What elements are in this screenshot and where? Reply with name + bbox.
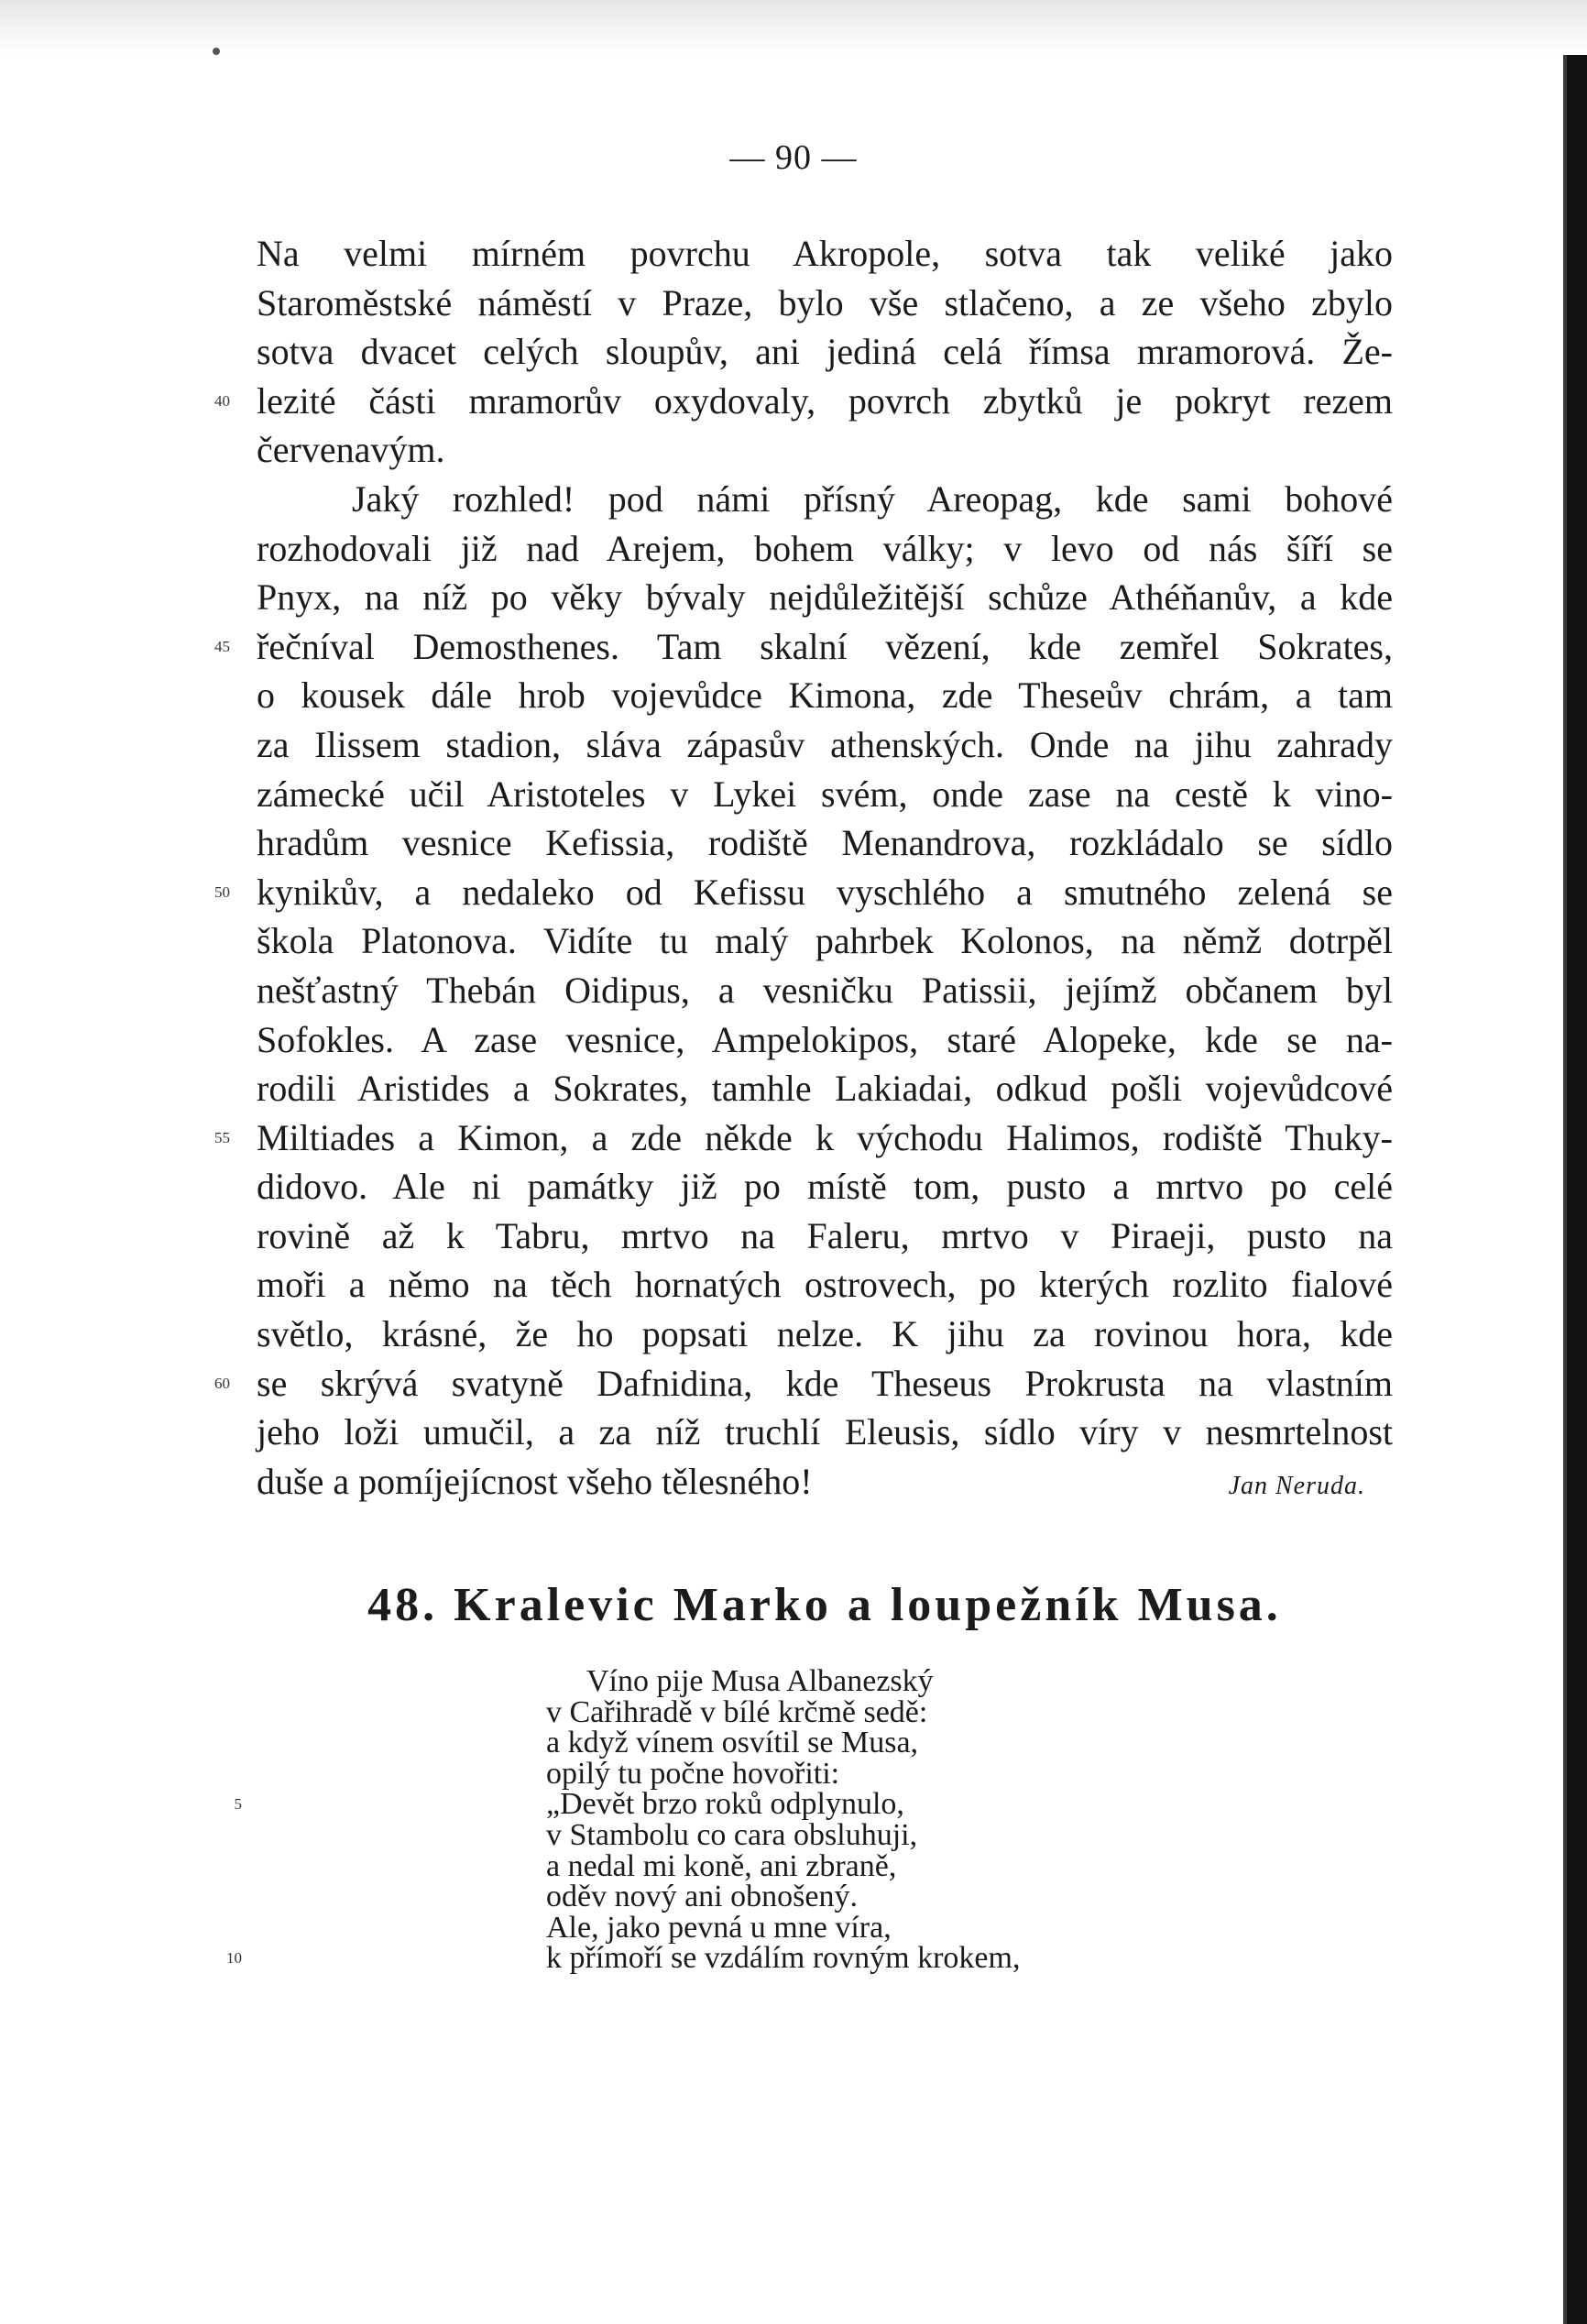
verse-line: Víno pije Musa Albanezský xyxy=(586,1664,934,1698)
verse-line: opilý tu počne hovořiti: xyxy=(546,1756,840,1791)
text-line-content: lezité části mramorův oxydovaly, povrch zbytků je pokryt rezem xyxy=(257,379,1393,422)
text-line-content: Miltiades a Kimon, a zde někde k východu Halimos, rodiště Thuky- xyxy=(257,1116,1393,1158)
text-line xyxy=(214,622,1393,672)
verse-line: v Cařihradě v bílé krčmě sedě: xyxy=(546,1694,928,1729)
text-line: červenavým. xyxy=(257,429,445,471)
text-line: jeho loži umučil, a za níž truchlí Eleusis, sídlo víry v nesmrtelnost xyxy=(257,1411,1393,1453)
verse-line-content: k přímoří se vzdálím rovným krokem, xyxy=(546,1941,1021,1976)
text-line-content: řečníval Demosthenes. Tam skalní vězení, kde zemřel Sokrates, xyxy=(257,625,1393,667)
text-line: nešťastný Thebán Oidipus, a vesničku Patissii, jejímž občanem byl xyxy=(257,969,1393,1011)
text-line: hradům vesnice Kefissia, rodiště Menandrova, rozkládalo se sídlo xyxy=(257,822,1393,864)
text-line: Sofokles. A zase vesnice, Ampelokipos, staré Alopeke, kde se na- xyxy=(257,1018,1393,1060)
line-number: 60 xyxy=(214,1374,230,1392)
text-line: duše a pomíjejícnost všeho tělesného! xyxy=(257,1460,813,1502)
text-line: za Ilissem stadion, sláva zápasův athenských. Onde na jihu zahrady xyxy=(257,723,1393,765)
text-line: Staroměstské náměstí v Praze, bylo vše stlačeno, a ze všeho zbylo xyxy=(257,281,1393,323)
verse-line-content: „Devět brzo roků odplynulo, xyxy=(546,1787,904,1822)
text-line xyxy=(214,377,1393,426)
verse-line: oděv nový ani obnošený. xyxy=(546,1880,858,1914)
line-number: 45 xyxy=(214,637,230,655)
verse-line xyxy=(226,1941,1261,1976)
text-line: rovině až k Tabru, mrtvo na Faleru, mrtvo v Piraeji, pusto na xyxy=(257,1214,1393,1256)
text-line: didovo. Ale ni památky již po místě tom, pusto a mrtvo po celé xyxy=(257,1166,1393,1208)
verse-line xyxy=(234,1787,1261,1822)
text-line: sotva dvacet celých sloupův, ani jediná celá římsa mramorová. Že- xyxy=(257,331,1393,373)
line-number: 10 xyxy=(226,1949,242,1968)
verse-line: a když vínem osvítil se Musa, xyxy=(546,1726,919,1760)
author-signature: Jan Neruda. xyxy=(1228,1472,1365,1500)
text-line xyxy=(214,1113,1393,1163)
text-line: Pnyx, na níž po věky bývaly nejdůležitější schůze Athéňanův, a kde xyxy=(257,576,1393,619)
text-line: světlo, krásné, že ho popsati nelze. K jihu za rovinou hora, kde xyxy=(257,1313,1393,1355)
ink-speck xyxy=(213,48,220,55)
text-line: zámecké učil Aristoteles v Lykei svém, onde zase na cestě k vino- xyxy=(257,773,1393,815)
page-top-shadow xyxy=(0,0,1587,55)
text-line xyxy=(214,868,1393,917)
prose-text xyxy=(214,229,1393,1506)
text-line-content: se skrývá svatyně Dafnidina, kde Theseus Prokrusta na vlastním xyxy=(257,1362,1393,1404)
section-heading: 48. Kralevic Marko a loupežník Musa. xyxy=(367,1579,1282,1631)
text-line: škola Platonova. Vidíte tu malý pahrbek Kolonos, na němž dotrpěl xyxy=(257,920,1393,962)
line-number: 40 xyxy=(214,391,230,410)
page-number: — 90 — xyxy=(729,138,858,177)
paragraph-first-line: Jaký rozhled! pod námi přísný Areopag, kde sami bohové xyxy=(352,477,1393,520)
verse-line: a nedal mi koně, ani zbraně, xyxy=(546,1848,897,1883)
line-number: 5 xyxy=(234,1795,242,1814)
text-line: rozhodovali již nad Arejem, bohem války; v levo od nás šíří se xyxy=(257,527,1393,569)
text-line: rodili Aristides a Sokrates, tamhle Lakiadai, odkud pošli vojevůdcové xyxy=(257,1068,1393,1110)
text-line: o kousek dále hrob vojevůdce Kimona, zde Theseův chrám, a tam xyxy=(257,674,1393,717)
line-number: 50 xyxy=(214,882,230,901)
verse-line: v Stambolu co cara obsluhuji, xyxy=(546,1817,918,1852)
poem-verse xyxy=(226,1664,1261,1976)
text-line: moři a němo na těch hornatých ostrovech, po kterých rozlito fialové xyxy=(257,1264,1393,1306)
line-number: 55 xyxy=(214,1128,230,1146)
verse-line: Ale, jako pevná u mne víra, xyxy=(546,1910,892,1945)
text-line: Na velmi mírném povrchu Akropole, sotva tak veliké jako xyxy=(257,233,1393,274)
book-binding-edge xyxy=(1567,55,1587,2324)
text-line-content: kynikův, a nedaleko od Kefissu vyschlého a smutného zelená se xyxy=(257,871,1393,913)
text-line xyxy=(214,1359,1393,1409)
